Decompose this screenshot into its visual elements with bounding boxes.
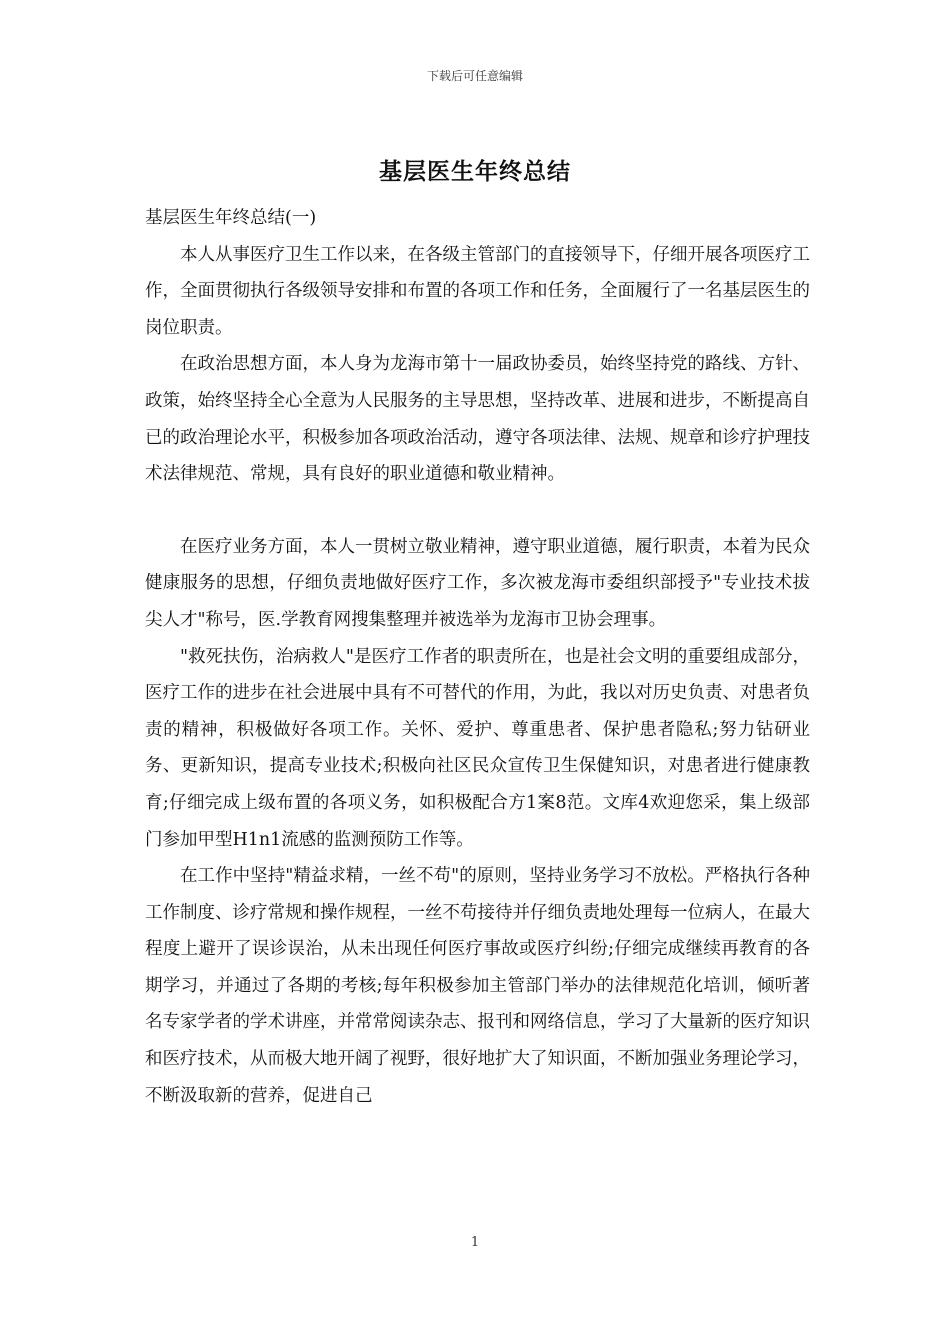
- paragraph-medical: 在医疗业务方面，本人一贯树立敬业精神，遵守职业道德，履行职责，本着为民众健康服务的思想，仔细负责地做好医疗工作，多次被龙海市委组织部授予"专业技术拔尖人才"称号，医.学教育网搜集整理并被选举为龙海市卫协会理事。: [145, 536, 810, 630]
- paragraph-duty: "救死扶伤，治病救人"是医疗工作者的职责所在，也是社会文明的重要组成部分，医疗工作的进步在社会进展中具有不可替代的作用，为此，我以对历史负责、对患者负责的精神，积极做好各项工作。关怀、爱护、尊重患者、保护患者隐私;努力钻研业务、更新知识，提高专业技术;积极向社区民众宣传卫生保健知识，对患者进行健康教育;仔细完成上级布置的各项义务，如积极配合方1案8范。文库4欢迎您采，集上级部门参加甲型H1n1流感的监测预防工作等。: [145, 646, 810, 850]
- document-body: [145, 200, 810, 1114]
- paragraph-gap: [145, 493, 810, 529]
- document-title: 基层医生年终总结: [379, 158, 571, 185]
- paragraph-political: 在政治思想方面，本人身为龙海市第十一届政协委员，始终坚持党的路线、方针、政策，始终坚持全心全意为人民服务的主导思想，坚持改革、进展和进步，不断提高自已的政治理论水平，积极参加各项政治活动，遵守各项法律、法规、规章和诊疗护理技术法律规范、常规，具有良好的职业道德和敬业精神。: [145, 354, 810, 485]
- page-number: 1: [470, 1235, 480, 1250]
- header-note: 下载后可任意编辑: [426, 69, 523, 83]
- paragraph-work: 在工作中坚持"精益求精，一丝不苟"的原则，坚持业务学习不放松。严格执行各种工作制度、诊疗常规和操作规程，一丝不苟接待并仔细负责地处理每一位病人，在最大程度上避开了误诊误治，从未出现任何医疗事故或医疗纠纷;仔细完成继续再教育的各期学习，并通过了各期的考核;每年积极参加主管部门举办的法律规范化培训，倾听著名专家学者的学术讲座，并常常阅读杂志、报刊和网络信息，学习了大量新的医疗知识和医疗技术，从而极大地开阔了视野，很好地扩大了知识面，不断加强业务理论学习，不断汲取新的营养，促进自己: [145, 866, 810, 1106]
- paragraph-intro: 本人从事医疗卫生工作以来，在各级主管部门的直接领导下，仔细开展各项医疗工作，全面贯彻执行各级领导安排和布置的各项工作和任务，全面履行了一名基层医生的岗位职责。: [145, 244, 810, 338]
- document-subtitle: 基层医生年终总结(一): [145, 208, 317, 228]
